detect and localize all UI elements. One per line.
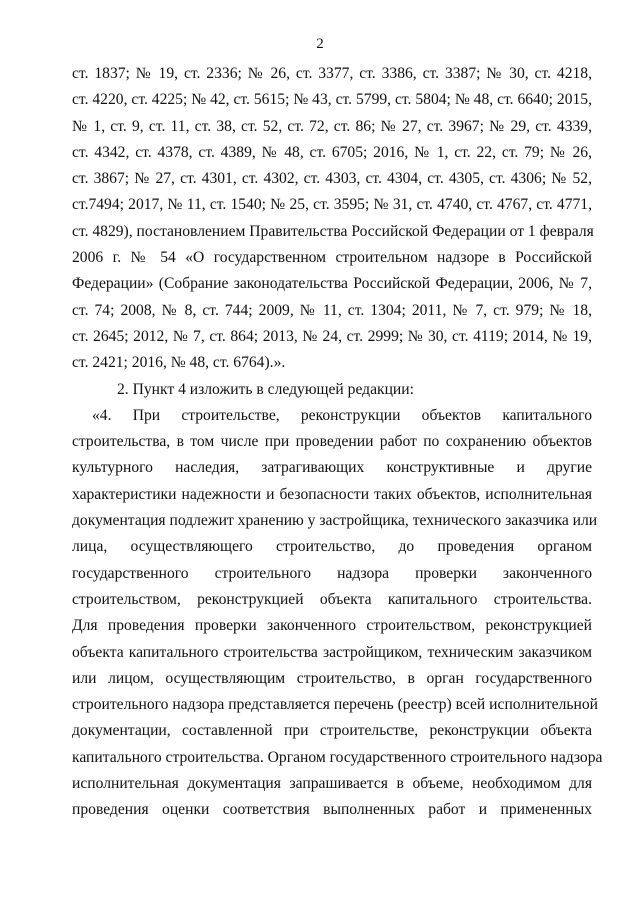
text-line: ст. 74; 2008, № 8, ст. 744; 2009, № 11, ст. 1304; 2011, № 7, ст. 979; № 18, — [72, 301, 592, 319]
text-line: характеристики надежности и безопасности таких объектов, исполнительная — [72, 485, 592, 503]
text-line: Федерации» (Собрание законодательства Российской Федерации, 2006, № 7, — [72, 275, 592, 293]
text-line: строительного надзора представляется перечень (реестр) всей исполнительной — [72, 696, 598, 714]
text-line: строительством, реконструкцией объекта капитального строительства. — [72, 590, 592, 608]
text-line: капитального строительства. Органом государственного строительного надзора — [72, 748, 603, 766]
text-line: или лицом, осуществляющим строительство, в орган государственного — [72, 669, 592, 687]
text-line: № 1, ст. 9, ст. 11, ст. 38, ст. 52, ст. 72, ст. 86; № 27, ст. 3967; № 29, ст. 4339, — [72, 117, 592, 135]
text-line: объекта капитального строительства застройщиком, техническим заказчиком — [72, 643, 592, 661]
text-line: культурного наследия, затрагивающих конструктивные и другие — [72, 459, 592, 477]
text-line: исполнительная документация запрашивается в объеме, необходимом для — [72, 775, 592, 793]
text-line: строительства, в том числе при проведении работ по сохранению объектов — [72, 433, 592, 451]
text-line: ст. 4829), постановлением Правительства Российской Федерации от 1 февраля — [72, 222, 594, 240]
text-line: ст. 1837; № 19, ст. 2336; № 26, ст. 3377, ст. 3386, ст. 3387; № 30, ст. 4218, — [72, 65, 592, 82]
text-line: ст. 4342, ст. 4378, ст. 4389, № 48, ст. 6705; 2016, № 1, ст. 22, ст. 79; № 26, — [72, 143, 592, 161]
text-line: ст.7494; 2017, № 11, ст. 1540; № 25, ст. 3595; № 31, ст. 4740, ст. 4767, ст. 4771, — [72, 196, 592, 214]
text-line: лица, осуществляющего строительство, до проведения органом — [72, 538, 592, 556]
text-line: ст. 4220, ст. 4225; № 42, ст. 5615; № 43, ст. 5799, ст. 5804; № 48, ст. 6640; 2015, — [72, 91, 592, 109]
text-line: 2006 г. № 54 «О государственном строительном надзоре в Российской — [72, 249, 592, 267]
text-line: проведения оценки соответствия выполненных работ и примененных — [72, 801, 592, 819]
text-line: ст. 2421; 2016, № 48, ст. 6764).». — [72, 354, 286, 372]
text-line: ст. 3867; № 27, ст. 4301, ст. 4302, ст. 4303, ст. 4304, ст. 4305, ст. 4306; № 52, — [72, 170, 592, 188]
text-line: государственного строительного надзора проверки законченного — [72, 564, 592, 582]
text-line: Для проведения проверки законченного строительством, реконструкцией — [72, 617, 592, 635]
text-line: «4. При строительстве, реконструкции объектов капитального — [92, 406, 592, 424]
text-line: документация подлежит хранению у застройщика, технического заказчика или — [72, 512, 598, 530]
page-number: 2 — [316, 36, 324, 52]
text-line: ст. 2645; 2012, № 7, ст. 864; 2013, № 24, ст. 2999; № 30, ст. 4119; 2014, № 19, — [72, 327, 592, 345]
text-line: 2. Пункт 4 изложить в следующей редакции: — [117, 380, 414, 398]
text-line: документации, составленной при строительстве, реконструкции объекта — [72, 722, 592, 740]
body-text — [72, 61, 603, 824]
